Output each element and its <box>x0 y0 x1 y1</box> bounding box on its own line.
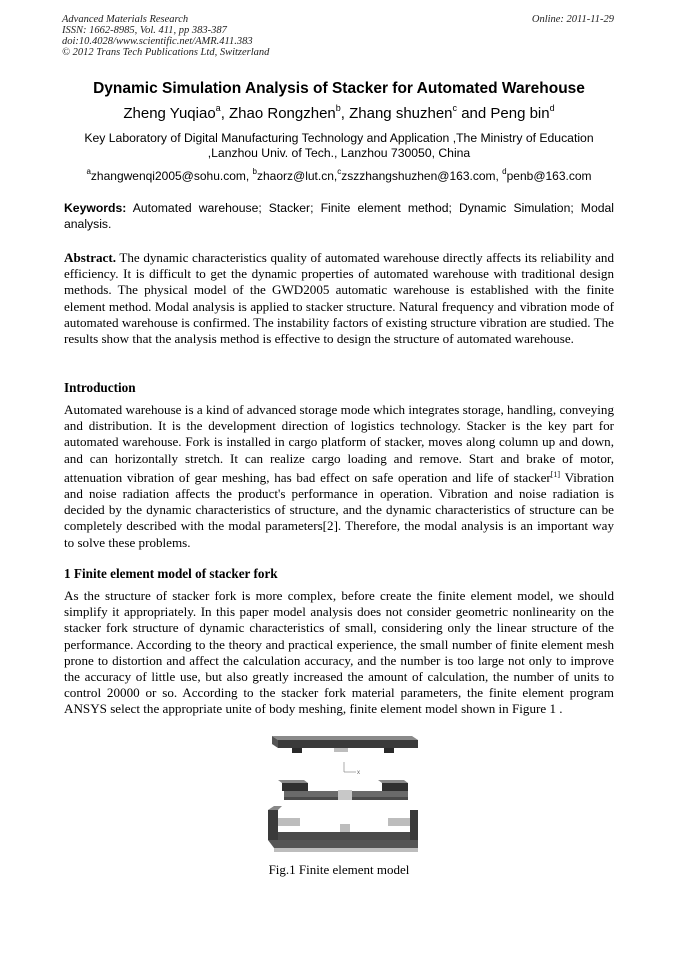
section-heading: 1 Finite element model of stacker fork <box>64 566 278 581</box>
author-list <box>0 103 678 122</box>
journal-name: Advanced Materials Research <box>62 14 189 25</box>
email-superscript: a <box>86 167 91 176</box>
author-superscript: d <box>549 103 555 113</box>
citation-ref: [1] <box>550 469 561 479</box>
svg-text:x: x <box>357 770 360 776</box>
affiliation-line: Key Laboratory of Digital Manufacturing Technology and Application ,The Ministry of Education <box>84 131 594 145</box>
keywords-text: Automated warehouse; Stacker; Finite element method; Dynamic Simulation; Modal analysis. <box>64 201 614 231</box>
email-superscript: b <box>252 167 257 176</box>
introduction-text: Vibration and noise radiation affects the product's performance in operation. Vibration and noise radiation is decided by the dynamic characteristics of structure, and the dynamic characteristics of structure can be completely described with the modal parameters[2]. Therefore, the modal analysis is an important way to solve these problems. <box>64 469 614 550</box>
email-address: penb@163.com <box>506 169 592 183</box>
abstract <box>64 250 614 347</box>
author-name: Zheng Yuqiao <box>123 105 216 122</box>
journal-copyright: © 2012 Trans Tech Publications Ltd, Switzerland <box>62 47 270 58</box>
introduction-text: Automated warehouse is a kind of advanced storage mode which integrates storage, handling, conveying and distribution. It is the development direction of logistics technology. Stacker is the key part for automated warehouse. Fork is installed in cargo platform of stacker, moves along column up and down, and can horizontally stretch. It can realize cargo loading and remove. Start and brake of motor, attenuation vibration of gear meshing, has bad effect on safe operation and life of stacker <box>64 402 614 485</box>
email-superscript: d <box>502 167 507 176</box>
author-emails <box>0 167 678 183</box>
journal-header <box>62 14 269 58</box>
fork-middle-section <box>278 780 408 800</box>
affiliation <box>60 131 618 161</box>
introduction-paragraph <box>64 402 614 551</box>
author-superscript: b <box>335 103 341 113</box>
author-name: , Zhang shuzhen <box>340 105 453 122</box>
section-paragraph: As the structure of stacker fork is more complex, before create the finite element model, we should simplify it appropriately. In this paper model analysis does not consider geometric nonlinearity on the stacker fork structure of dynamic characteristics of small, considering only the linear structure of the performance. According to the theory and practical experience, the small number of finite element mesh prone to distortion and affect the calculation accuracy, and the number is too large not only to improve the accuracy of little use, but also greatly increased the amount of calculation, the number of units to control 20000 or so. According to the stacker fork material parameters, the finite element program ANSYS select the appropriate unite of body meshing, finite element model shown in Figure 1 . <box>64 588 614 717</box>
email-address: zhaorz@lut.cn, <box>257 169 338 183</box>
online-date: Online: 2011-11-29 <box>531 14 614 25</box>
author-superscript: c <box>452 103 458 113</box>
author-name: and Peng bin <box>457 105 550 122</box>
keywords-label: Keywords: <box>64 201 127 215</box>
fork-bottom-base <box>268 806 418 852</box>
keywords <box>64 201 614 232</box>
email-address: zszzhangshuzhen@163.com, <box>341 169 503 183</box>
figure-caption: Fig.1 Finite element model <box>268 862 410 877</box>
email-address: zhangwenqi2005@sohu.com, <box>90 169 253 183</box>
introduction-heading: Introduction <box>64 380 136 395</box>
author-name: , Zhao Rongzhen <box>220 105 336 122</box>
paper-title: Dynamic Simulation Analysis of Stacker for Automated Warehouse <box>93 80 585 97</box>
journal-issn: ISSN: 1662-8985, Vol. 411, pp 383-387 <box>62 25 227 36</box>
abstract-label: Abstract. <box>64 250 116 265</box>
journal-doi: doi:10.4028/www.scientific.net/AMR.411.383 <box>62 36 253 47</box>
coordinate-axes <box>344 762 360 776</box>
fork-top-plate <box>272 736 418 753</box>
email-superscript: c <box>337 167 342 176</box>
author-superscript: a <box>215 103 221 113</box>
affiliation-line: ,Lanzhou Univ. of Tech., Lanzhou 730050, China <box>207 146 471 160</box>
finite-element-model-figure <box>262 730 422 855</box>
abstract-text: The dynamic characteristics quality of automated warehouse directly affects its reliability and efficiency. It is difficult to get the dynamic properties of automated warehouse with traditional design methods. The physical model of the GWD2005 automatic warehouse is established with the finite element method. Modal analysis is applied to stacker structure. Natural frequency and vibration mode of automated warehouse is confirmed. The instability factors of existing structure vibration are studied. The results show that the analysis method is effective to design the structure of automated warehouse. <box>64 250 614 347</box>
